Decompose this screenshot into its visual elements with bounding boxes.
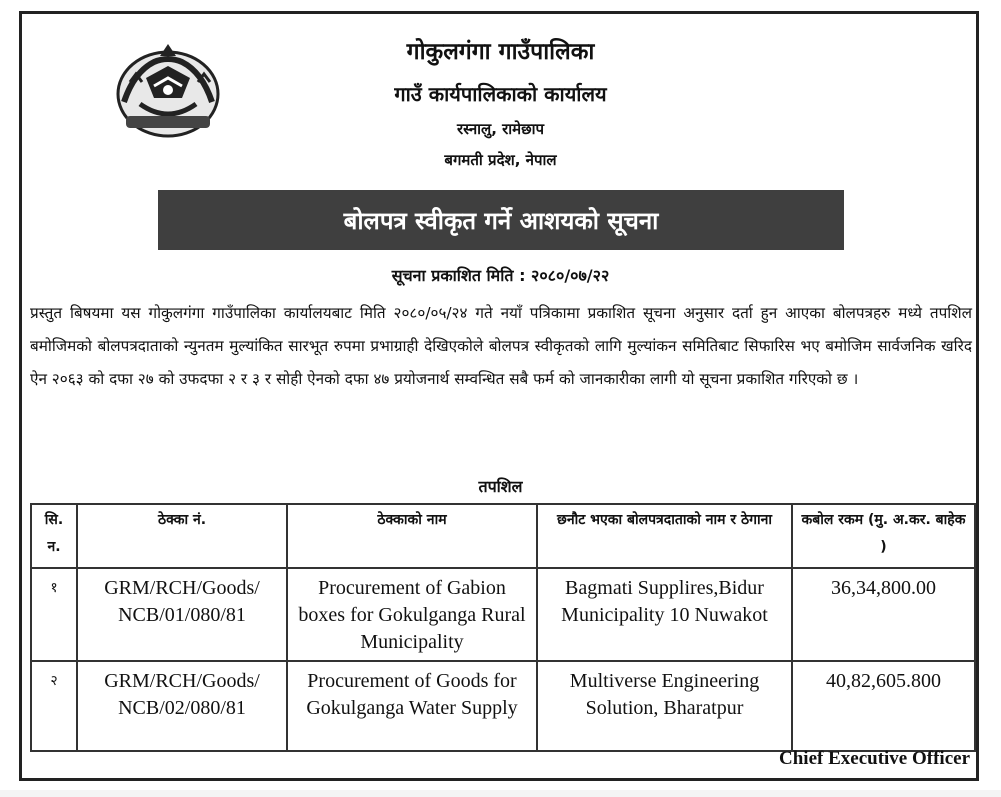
- header-contract-no: ठेक्का नं.: [77, 504, 287, 568]
- bid-details-table: [30, 503, 976, 752]
- page-bottom-strip: [0, 790, 1001, 797]
- cell-sn: १: [31, 568, 77, 661]
- signatory: Chief Executive Officer: [779, 748, 970, 769]
- office-name: गाउँ कार्यपालिकाको कार्यालय: [394, 82, 607, 106]
- header-sn: सि. न.: [31, 504, 77, 568]
- cell-contract-no: GRM/RCH/Goods/ NCB/02/080/81: [77, 661, 287, 751]
- address-line-1: रस्नालु, रामेछाप: [456, 120, 545, 138]
- cell-bidder: Bagmati Supplires,Bidur Municipality 10 Nuwakot: [537, 568, 792, 661]
- address-line-2: बगमती प्रदेश, नेपाल: [444, 151, 557, 169]
- table-row: [31, 568, 975, 661]
- details-heading: तपशिल: [478, 477, 523, 496]
- cell-bidder: Multiverse Engineering Solution, Bharatpur: [537, 661, 792, 751]
- header-contract-name: ठेक्काको नाम: [287, 504, 537, 568]
- cell-contract-name: Procurement of Gabion boxes for Gokulganga Rural Municipality: [287, 568, 537, 661]
- notice-body: प्रस्तुत बिषयमा यस गोकुलगंगा गाउँपालिका कार्यालयबाट मिति २०८०/०५/२४ गते नयाँ पत्रिकामा प्रकाशित सूचना अनुसार दर्ता हुन आएका बोलपत्रहरु मध्ये तपशिल बमोजिमको बोलपत्रदाताको न्युनतम मुल्यांकित सारभूत रुपमा प्रभाग्राही देखिएकोले बोलपत्र स्वीकृतको लागि मुल्यांकन समितिबाट सिफारिस भए बमोजिम सार्वजनिक खरिद ऐन २०६३ को दफा २७ को उफदफा २ र ३ र सोही ऐनको दफा ४७ प्रयोजनार्थ सम्वन्धित सबै फर्म को जानकारीका लागी यो सूचना प्रकाशित गरिएको छ ।: [30, 304, 972, 388]
- cell-amount: 36,34,800.00: [792, 568, 975, 661]
- cell-sn: २: [31, 661, 77, 751]
- publish-date: सूचना प्रकाशित मिति : २०८०/०७/२२: [391, 266, 610, 285]
- org-name: गोकुलगंगा गाउँपालिका: [406, 39, 595, 65]
- notice-title: बोलपत्र स्वीकृत गर्ने आशयको सूचना: [343, 206, 659, 235]
- header-bidder: छनौट भएका बोलपत्रदाताको नाम र ठेगाना: [537, 504, 792, 568]
- table-row: [31, 661, 975, 751]
- cell-contract-no: GRM/RCH/Goods/ NCB/01/080/81: [77, 568, 287, 661]
- notice-title-banner: [158, 190, 844, 250]
- cell-contract-name: Procurement of Goods for Gokulganga Water Supply: [287, 661, 537, 751]
- cell-amount: 40,82,605.800: [792, 661, 975, 751]
- table-header-row: [31, 504, 975, 568]
- header-amount: कबोल रकम (मु. अ.कर. बाहेक ): [792, 504, 975, 568]
